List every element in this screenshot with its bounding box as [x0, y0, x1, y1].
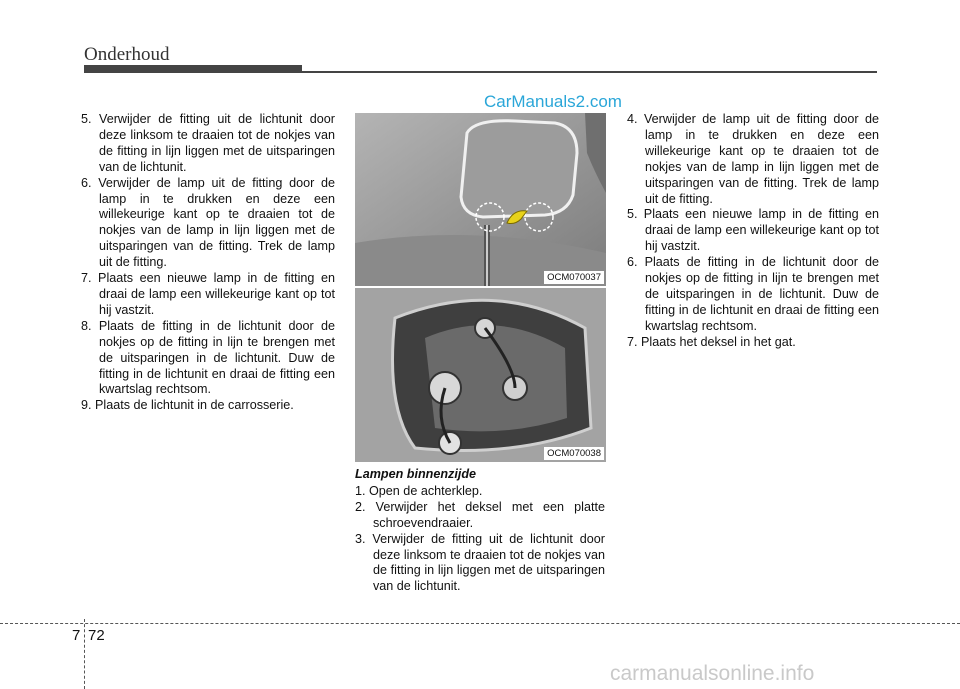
step-item: 5. Verwijder de fitting uit de lichtunit door deze linksom te draaien tot de nokjes van de fitting in lijn liggen met de uitsparingen van de lichtunit. — [81, 112, 335, 174]
chapter-number: 7 — [72, 627, 81, 644]
step-item: 4. Verwijder de lamp uit de fitting door de lamp in te drukken en deze een willekeurige kant op te draaien tot de nokjes van de lamp in lijn liggen met de uitsparingen van de fitting. Trek de lamp uit de fitting. — [627, 112, 879, 206]
step-item: 6. Verwijder de lamp uit de fitting door de lamp in te drukken en deze een willekeurige kant op te draaien tot de nokjes van de lamp in lijn liggen met de uitsparingen van de fitting. Trek de lamp uit de fitting. — [81, 175, 335, 270]
footer-divider — [84, 619, 85, 689]
figure-code: OCM070037 — [544, 271, 604, 284]
watermark-bottom: carmanualsonline.info — [610, 662, 815, 685]
watermark-top: CarManuals2.com — [484, 92, 622, 111]
step-item: 7. Plaats het deksel in het gat. — [627, 334, 796, 349]
column-middle — [355, 467, 605, 595]
steps-list-right — [627, 112, 879, 351]
page-number: 72 — [88, 627, 105, 644]
lamp-cover-illustration — [355, 113, 606, 286]
figure-code: OCM070038 — [544, 447, 604, 460]
step-item: 5. Plaats een nieuwe lamp in de fitting en draai de lamp een willekeurige kant op tot hij vastzit. — [627, 207, 879, 254]
steps-list-left — [81, 112, 335, 414]
column-right — [627, 112, 879, 351]
step-item: 9. Plaats de lichtunit in de carrosserie. — [81, 398, 294, 413]
section-subheading: Lampen binnenzijde — [355, 467, 477, 481]
step-item: 7. Plaats een nieuwe lamp in de fitting en draai de lamp een willekeurige kant op tot hij vastzit. — [81, 271, 335, 317]
footer-rule — [0, 623, 960, 624]
bulb-socket-illustration — [355, 288, 606, 462]
figure-lamp-cover — [355, 113, 606, 286]
step-item: 6. Plaats de fitting in de lichtunit door de nokjes op de fitting in lijn te brengen met de uitsparingen in de lichtunit. Duw de fitting in de lichtunit en draai de fitting een kwartslag rechtsom. — [627, 255, 879, 333]
step-item: 8. Plaats de fitting in de lichtunit door de nokjes op de fitting in lijn te brengen met de uitsparingen in de lichtunit. Duw de fitting in de lichtunit en draai de fitting een kwartslag rechtsom. — [81, 318, 335, 397]
step-item: 3. Verwijder de fitting uit de lichtunit door deze linksom te draaien tot de nokjes van de fitting in lijn liggen met de uitsparingen van de lichtunit. — [355, 531, 605, 594]
column-left — [81, 112, 335, 414]
section-title: Onderhoud — [84, 44, 170, 65]
step-item: 1. Open de achterklep. — [355, 483, 483, 498]
figure-bulb-socket — [355, 288, 606, 462]
steps-list-middle — [355, 484, 605, 595]
step-item: 2. Verwijder het deksel met een platte schroevendraaier. — [355, 499, 605, 530]
header-rule — [84, 71, 877, 73]
